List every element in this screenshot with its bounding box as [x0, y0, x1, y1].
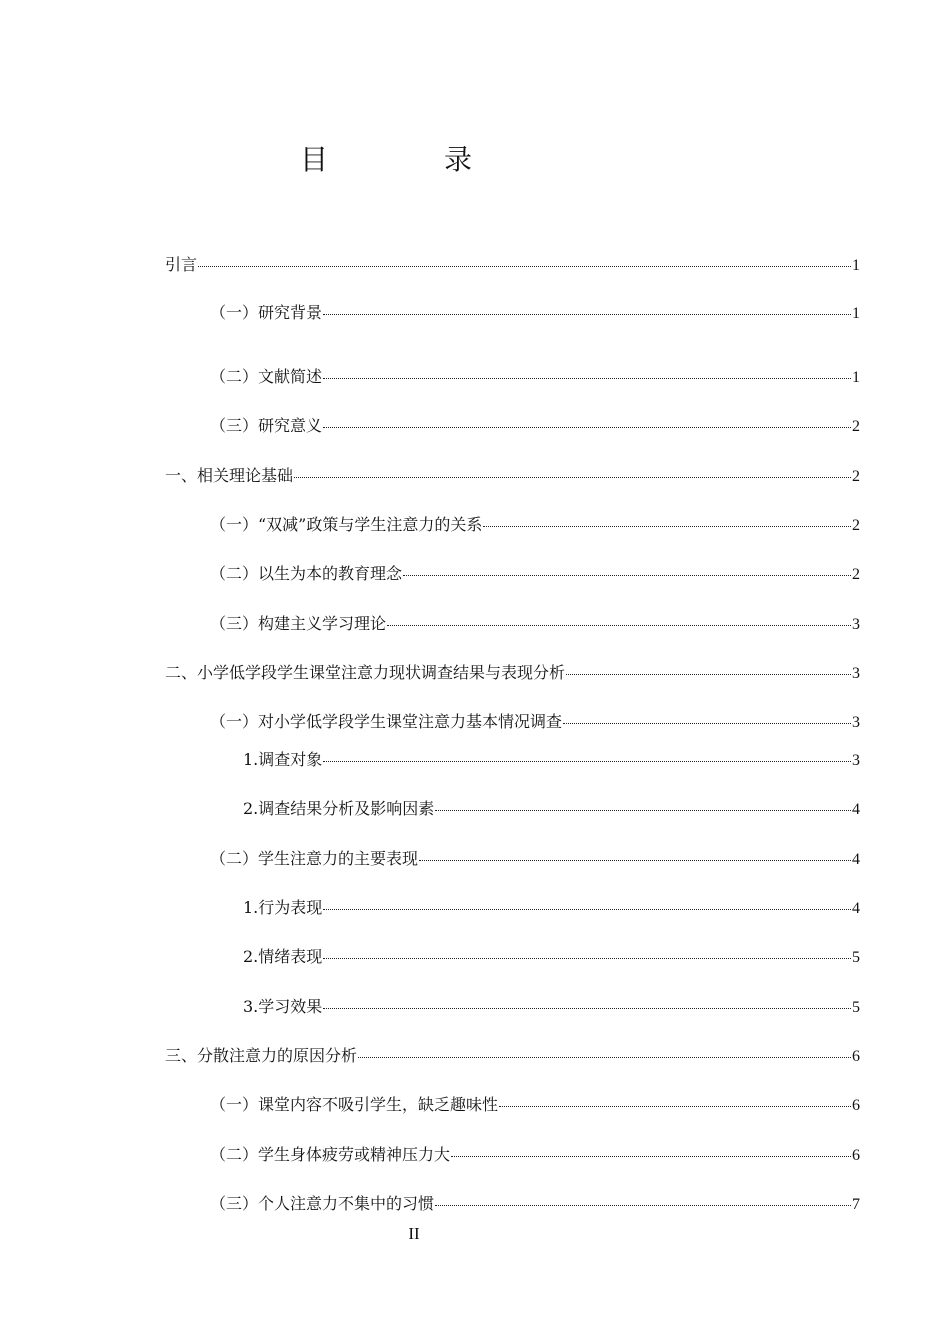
toc-entry[interactable] — [210, 563, 860, 585]
dot-leader — [323, 761, 851, 762]
toc-entry-label: 二、小学低学段学生课堂注意力现状调查结果与表现分析 — [165, 663, 566, 682]
dot-leader — [323, 958, 851, 959]
toc-entry[interactable] — [243, 798, 860, 820]
dot-leader — [323, 314, 851, 315]
toc-entry[interactable] — [243, 996, 860, 1018]
toc-entry-label: 3.学习效果 — [243, 997, 323, 1016]
toc-entry-page: 4 — [852, 851, 860, 868]
toc-entry-page: 6 — [852, 1147, 860, 1164]
toc-entry[interactable] — [210, 366, 860, 388]
toc-entry-label: （二）文献简述 — [210, 367, 323, 386]
toc-entry-page: 7 — [852, 1196, 860, 1213]
page-number-footer: II — [408, 1224, 420, 1243]
toc-entry[interactable] — [165, 254, 860, 276]
toc-entry-page: 2 — [852, 468, 860, 485]
toc-entry-page: 6 — [852, 1048, 860, 1065]
toc-entry-page: 3 — [852, 752, 860, 769]
toc-entry[interactable] — [210, 514, 860, 536]
toc-title: 目 录 — [300, 143, 517, 176]
toc-entry[interactable] — [165, 465, 860, 487]
dot-leader — [499, 1106, 851, 1107]
toc-entry-page: 6 — [852, 1097, 860, 1114]
toc-entry-page: 1 — [852, 257, 860, 274]
toc-entry-page: 5 — [852, 999, 860, 1016]
dot-leader — [563, 723, 851, 724]
toc-entry-page: 2 — [852, 418, 860, 435]
toc-entry-page: 2 — [852, 566, 860, 583]
toc-entry-label: （二）学生身体疲劳或精神压力大 — [210, 1145, 451, 1164]
toc-entry-label: 2.调查结果分析及影响因素 — [243, 799, 435, 818]
dot-leader — [358, 1057, 851, 1058]
toc-entry-label: （三）构建主义学习理论 — [210, 614, 387, 633]
dot-leader — [323, 427, 851, 428]
toc-entry-label: 三、分散注意力的原因分析 — [165, 1046, 358, 1065]
dot-leader — [419, 860, 851, 861]
dot-leader — [294, 477, 851, 478]
toc-entry-label: （三）个人注意力不集中的习惯 — [210, 1194, 435, 1213]
toc-entry-label: 引言 — [165, 255, 198, 274]
toc-entry[interactable] — [210, 1094, 860, 1116]
toc-entry-label: （一）研究背景 — [210, 303, 323, 322]
dot-leader — [387, 625, 851, 626]
toc-entry-label: 2.情绪表现 — [243, 947, 323, 966]
toc-entry-page: 1 — [852, 369, 860, 386]
toc-entry[interactable] — [210, 1144, 860, 1166]
toc-entry[interactable] — [165, 1045, 860, 1067]
toc-entry-label: （二）以生为本的教育理念 — [210, 564, 403, 583]
toc-entry-page: 3 — [852, 714, 860, 731]
dot-leader — [403, 575, 851, 576]
toc-entry-page: 4 — [852, 801, 860, 818]
toc-entry[interactable] — [243, 897, 860, 919]
dot-leader — [323, 909, 851, 910]
toc-entry[interactable] — [165, 662, 860, 684]
dot-leader — [566, 674, 851, 675]
toc-entry[interactable] — [243, 946, 860, 968]
dot-leader — [323, 1008, 851, 1009]
toc-entry-page: 3 — [852, 616, 860, 633]
toc-entry[interactable] — [210, 415, 860, 437]
toc-entry-page: 3 — [852, 665, 860, 682]
toc-entry-label: 1.调查对象 — [243, 750, 323, 769]
toc-entry-label: （三）研究意义 — [210, 416, 323, 435]
toc-entry[interactable] — [243, 749, 860, 771]
toc-entry-page: 5 — [852, 949, 860, 966]
toc-entry[interactable] — [210, 1193, 860, 1215]
toc-entry-label: 一、相关理论基础 — [165, 466, 294, 485]
toc-entry-label: 1.行为表现 — [243, 898, 323, 917]
toc-entry-label: （一）对小学低学段学生课堂注意力基本情况调查 — [210, 712, 563, 731]
toc-entry-label: （一）课堂内容不吸引学生，缺乏趣味性 — [210, 1095, 499, 1114]
dot-leader — [435, 1205, 851, 1206]
dot-leader — [451, 1156, 851, 1157]
toc-entry-page: 4 — [852, 900, 860, 917]
toc-entry-label: （一）“双减”政策与学生注意力的关系 — [210, 515, 483, 534]
toc-entry[interactable] — [210, 711, 860, 733]
toc-entry-label: （二）学生注意力的主要表现 — [210, 849, 419, 868]
dot-leader — [483, 526, 851, 527]
dot-leader — [198, 266, 851, 267]
toc-entry[interactable] — [210, 613, 860, 635]
toc-entry-page: 2 — [852, 517, 860, 534]
toc-entry[interactable] — [210, 302, 860, 324]
dot-leader — [435, 810, 851, 811]
toc-entry-page: 1 — [852, 305, 860, 322]
dot-leader — [323, 378, 851, 379]
toc-entry[interactable] — [210, 848, 860, 870]
